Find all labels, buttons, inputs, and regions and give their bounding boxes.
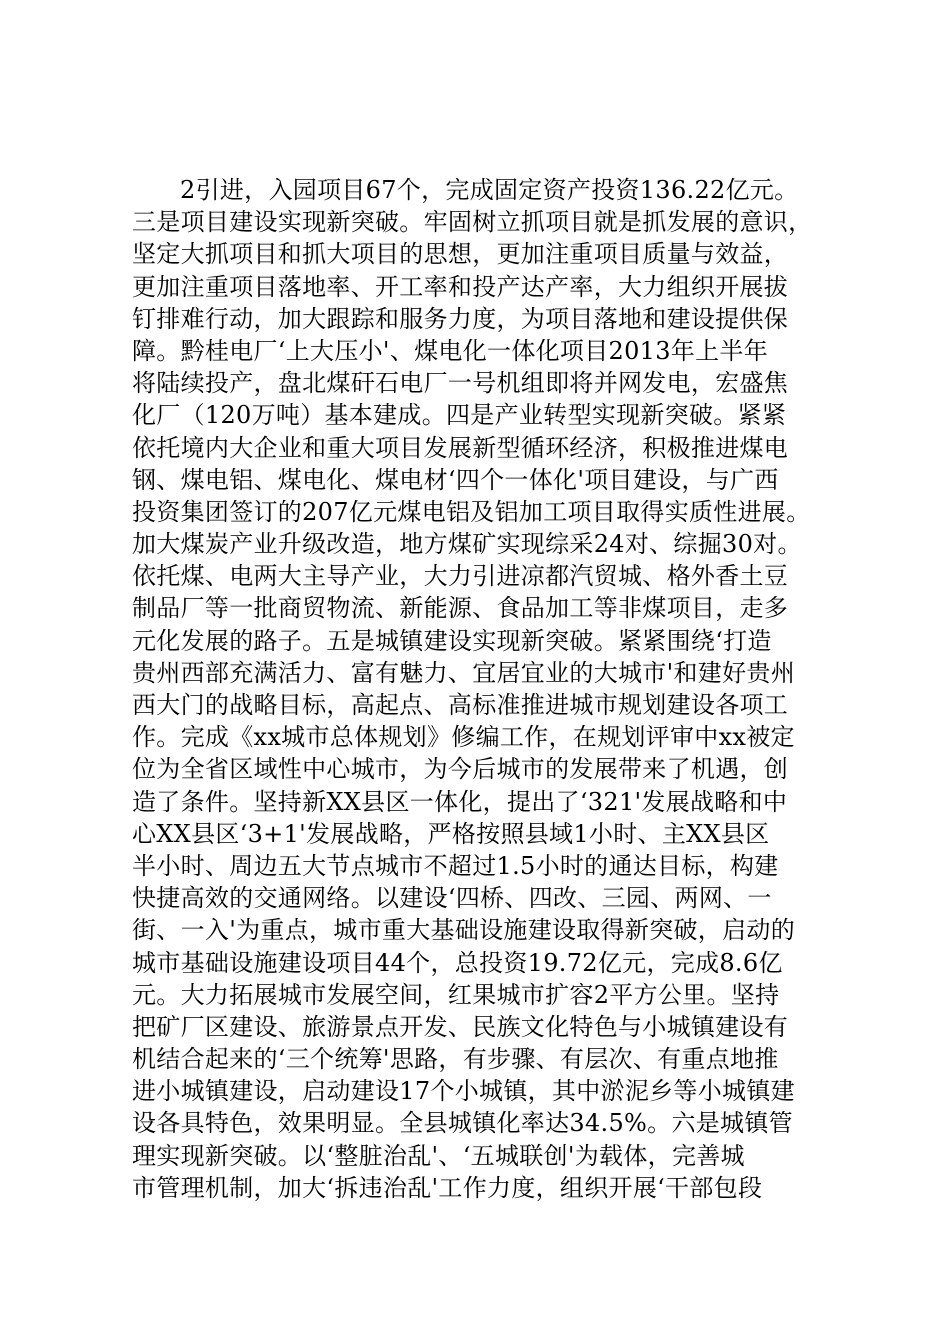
- text-line: 西大门的战略目标，高起点、高标准推进城市规划建设各项工: [132, 691, 789, 719]
- body-paragraph: [132, 174, 832, 1204]
- text-line: 进小城镇建设，启动建设17个小城镇，其中淤泥乡等小城镇建: [132, 1077, 795, 1106]
- text-line: 将陆续投产，盘北煤矸石电厂一号机组即将并网发电，宏盛焦: [132, 369, 789, 398]
- text-line: 造了条件。坚持新XX县区一体化，提出了‘321'发展战略和中: [132, 787, 788, 816]
- text-line: 钉排难行动，加大跟踪和服务力度，为项目落地和建设提供保: [132, 304, 789, 333]
- text-line: 半小时、周边五大节点城市不超过1.5小时的通达目标，构建: [132, 851, 779, 880]
- text-line: 城市基础设施建设项目44个，总投资19.72亿元，完成8.6亿: [132, 948, 783, 977]
- text-line: 依托境内大企业和重大项目发展新型循环经济，积极推进煤电: [132, 433, 789, 462]
- text-line: 元。大力拓展城市发展空间，红果城市扩容2平方公里。坚持: [132, 980, 780, 1009]
- text-line: 贵州西部充满活力、富有魅力、宜居宜业的大城市'和建好贵州: [132, 658, 795, 687]
- text-line: 加大煤炭产业升级改造，地方煤矿实现综采24对、综掘30对。: [132, 530, 802, 559]
- text-line: 市管理机制，加大‘拆违治乱'工作力度，组织开展‘干部包段: [132, 1173, 763, 1202]
- text-line: 作。完成《xx城市总体规划》修编工作，在规划评审中xx被定: [132, 723, 795, 752]
- text-line: 位为全省区域性中心城市，为今后城市的发展带来了机遇，创: [132, 755, 789, 784]
- text-line: 依托煤、电两大主导产业，大力引进凉都汽贸城、格外香土豆: [132, 562, 789, 591]
- text-line: 化厂（120万吨）基本建成。四是产业转型实现新突破。紧紧: [132, 401, 787, 430]
- text-line: 街、一入'为重点，城市重大基础设施建设取得新突破，启动的: [132, 916, 795, 945]
- text-line: 把矿厂区建设、旅游景点开发、民族文化特色与小城镇建设有: [132, 1012, 789, 1041]
- text-line: 机结合起来的‘三个统筹'思路，有步骤、有层次、有重点地推: [132, 1045, 779, 1074]
- text-line: 心XX县区‘3+1'发展战略，严格按照县域1小时、主XX县区: [132, 819, 770, 848]
- text-line: 理实现新突破。以‘整脏治乱'、‘五城联创'为载体，完善城: [132, 1141, 745, 1170]
- text-line: 三是项目建设实现新突破。牢固树立抓项目就是抓发展的意识，: [132, 208, 813, 237]
- text-line: 坚定大抓项目和抓大项目的思想，更加注重项目质量与效益，: [132, 240, 789, 269]
- text-line: 投资集团签订的207亿元煤电铝及铝加工项目取得实质性进展。: [132, 497, 811, 526]
- text-line: 快捷高效的交通网络。以建设‘四桥、四改、三园、两网、一: [132, 884, 772, 913]
- text-line: 更加注重项目落地率、开工率和投产达产率，大力组织开展拔: [132, 272, 789, 301]
- text-line: 钢、煤电铝、煤电化、煤电材‘四个一体化'项目建设，与广西: [132, 465, 779, 494]
- text-line: 障。黔桂电厂‘上大压小'、煤电化一体化项目2013年上半年: [132, 336, 769, 365]
- text-line: 元化发展的路子。五是城镇建设实现新突破。紧紧围绕‘打造: [132, 626, 772, 655]
- text-line: 制品厂等一批商贸物流、新能源、食品加工等非煤项目，走多: [132, 594, 789, 623]
- text-line: 设各具特色，效果明显。全县城镇化率达34.5%。六是城镇管: [132, 1109, 793, 1138]
- text-line: 2引进，入园项目67个，完成固定资产投资136.22亿元。: [180, 176, 799, 204]
